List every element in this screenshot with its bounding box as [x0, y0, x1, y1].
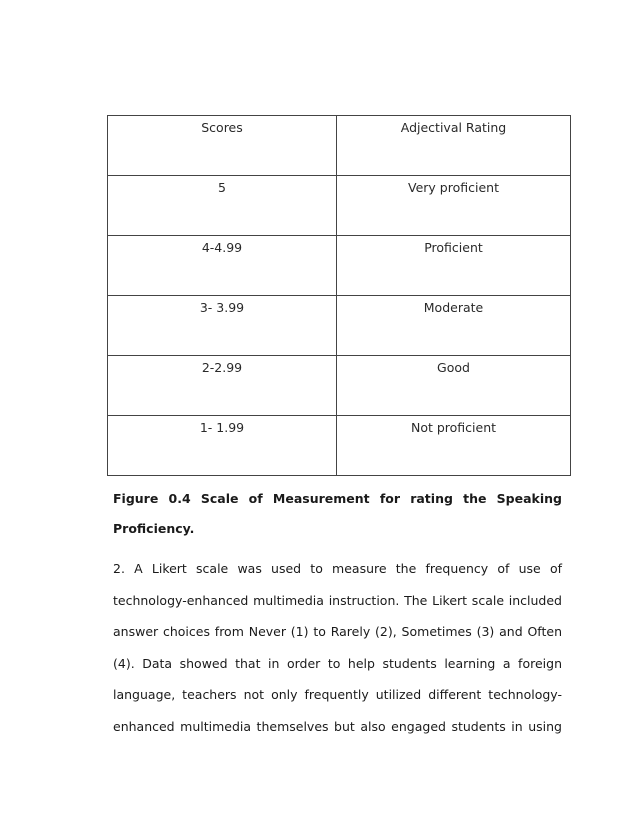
rating-scale-table	[107, 115, 571, 476]
score-cell: 4-4.99	[108, 236, 337, 296]
paragraph-line: technology-enhanced multimedia instruction. The Likert scale included	[113, 592, 562, 608]
figure-caption	[113, 484, 562, 544]
score-cell: 3- 3.99	[108, 296, 337, 356]
paragraph-line: answer choices from Never (1) to Rarely (2), Sometimes (3) and Often	[113, 624, 562, 639]
rating-cell: Not proficient	[337, 416, 571, 476]
table-row	[108, 176, 571, 236]
paragraph-line: (4). Data showed that in order to help students learning a foreign	[113, 655, 562, 671]
paragraph-line: enhanced multimedia themselves but also engaged students in using	[113, 718, 562, 734]
score-cell: 2-2.99	[108, 356, 337, 416]
rating-cell: Good	[337, 356, 571, 416]
caption-line-2: Proficiency.	[113, 521, 195, 536]
rating-cell: Moderate	[337, 296, 571, 356]
table-row	[108, 236, 571, 296]
score-cell: 5	[108, 176, 337, 236]
rating-cell: Very proficient	[337, 176, 571, 236]
header-scores: Scores	[108, 116, 337, 176]
rating-cell: Proficient	[337, 236, 571, 296]
table-row	[108, 296, 571, 356]
table-header-row	[108, 116, 571, 176]
paragraph-line: 2. A Likert scale was used to measure the frequency of use of	[113, 561, 562, 576]
table-row	[108, 356, 571, 416]
table-row	[108, 416, 571, 476]
score-cell: 1- 1.99	[108, 416, 337, 476]
header-adjectival-rating: Adjectival Rating	[337, 116, 571, 176]
body-paragraph	[113, 553, 562, 742]
caption-line-1: Figure 0.4 Scale of Measurement for rating the Speaking	[113, 491, 562, 506]
paragraph-line: language, teachers not only frequently utilized different technology-	[113, 687, 562, 702]
